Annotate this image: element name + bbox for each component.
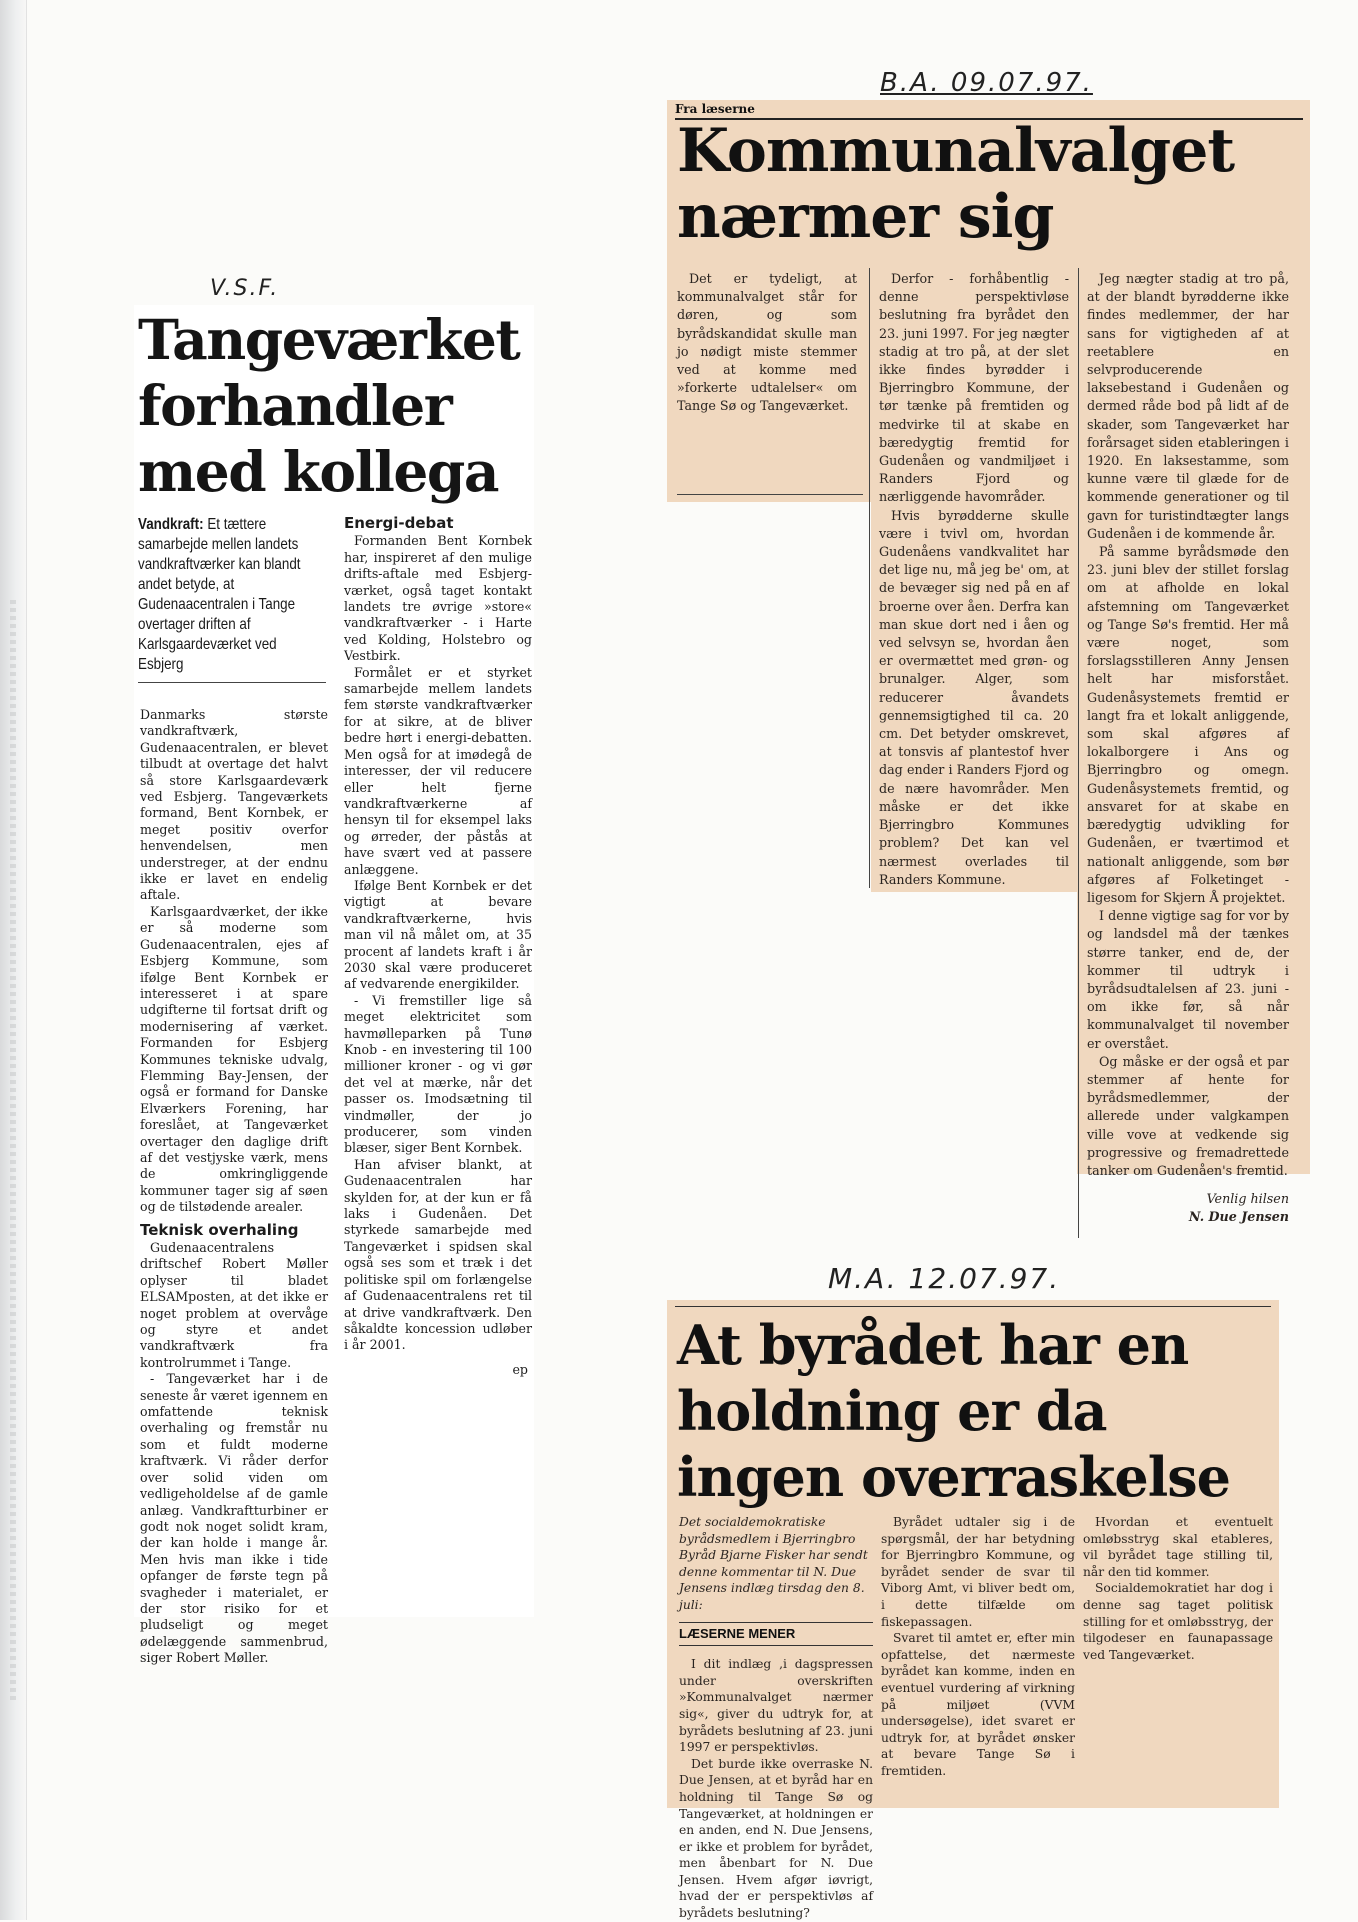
author: N. Due Jensen <box>1188 1209 1289 1225</box>
headline: At byrådet har en holdning er da ingen overraskelse <box>677 1313 1231 1509</box>
paragraph: Det burde ikke overraske N. Due Jensen, at et byråd har en holdning til Tange Sø og Tangeværket, at holdningen er en anden, end N. Due Jensens, er ikke et problem for byrådet, men åbenbart for N. Due Jensen. Hvem afgør iøvrigt, hvad der er perspektivløs af byrådets beslutning? <box>679 1756 873 1921</box>
reply-column-1 <box>679 1514 873 1922</box>
paragraph: I dit indlæg ,i dagspressen under overskriften »Kommunalvalget nærmer sig«, giver du udtryk for, at byrådets beslutning af 23. juni 1997 er perspektivløs. <box>679 1657 873 1755</box>
byline: ep <box>512 1361 528 1377</box>
letter-column-1 <box>677 270 857 416</box>
paragraph: Socialdemokratiet har dog i denne sag taget politisk stilling for et omløbsstryg, der tilgodeser en faunapassage ved Tangeværket. <box>1083 1581 1273 1662</box>
letter-column-2 <box>879 270 1069 889</box>
column-divider <box>869 268 870 888</box>
section-label: LÆSERNE MENER <box>679 1622 873 1647</box>
paragraph: Ifølge Bent Kornbek er det vigtigt at bevare vandkraftværkerne, hvis man vil nå målet om, at 35 procent af landets kraft i år 2030 skal være produceret af vedvarende energikilder. <box>344 877 532 992</box>
headline: Kommunalvalget nærmer sig <box>677 116 1235 252</box>
paragraph: Og måske er der også et par stemmer af hente for byrådsmedlemmer, der allerede under valgkampen ville vove at vedkende sig progressive og fremadrettede tanker om Gudenåen's fremtid. <box>1087 1053 1289 1178</box>
column-end-rule <box>677 494 863 495</box>
binder-holes <box>10 600 16 1700</box>
headline: Tangeværket forhandler med kollega <box>138 307 520 504</box>
lead-divider <box>138 682 326 683</box>
section-label: Fra læserne <box>675 102 755 116</box>
paragraph: Danmarks største vandkraftværk, Gudenaacentralen, er blevet tilbudt at overtage det halvt så store Karlsgaardeværk ved Esbjerg. Tangeværkets formand, Bent Kornbek, er meget positiv overfor henvendelsen, men understreger, at der endnu ikke er lavet en endelig aftale. <box>140 707 328 903</box>
paragraph: Det er tydeligt, at kommunalvalget står for døren, og som byrådskandidat skulle man jo nødigt miste stemmer ved at komme med »forkerte udtalelser« om Tange Sø og Tangeværket. <box>677 271 857 414</box>
lead-label: Vandkraft: <box>138 516 204 533</box>
album-page-edge <box>0 0 27 1920</box>
lead-text: Et tættere samarbejde mellen landets vandkraftværker kan blandt andet betyde, at Gudenaacentralen i Tange overtager driften af Karlsgaardeværket ved Esbjerg <box>138 516 301 673</box>
subheading: Energi-debat <box>344 514 454 532</box>
paragraph: Derfor - forhåbentlig - denne perspektivløse beslutning fra byrådet den 23. juni 1997. For jeg nægter stadig at tro på, at der slet ikke findes byrødder i Bjerringbro Kommune, der tør tænke på fremtiden og medvirke til at skabe en bæredygtig fremtid for Gudenåen og vandmiljøet i Randers Fjord og nærliggende havområder. <box>879 271 1069 505</box>
paragraph: På samme byrådsmøde den 23. juni blev der stillet forslag om at afholde en lokal afstemning om Tangeværket og Tange Sø's fremtid. Her må være noget, som forslagsstilleren Anny Jensen helt har misforstået. Gudenåsystemets fremtid er langt fra et lokalt anliggende, som skal afgøres af lokalborgere i Ans og Bjerringbro og omegn. Gudenåsystemets fremtid, og ansvaret for at skabe en bæredygtig udvikling for Gudenåen, er tværtimod et nationalt anliggende, som bør afgøres af Folketinget - ligesom for Skjern Å projektet. <box>1087 544 1289 905</box>
greeting: Venlig hilsen <box>1206 1191 1289 1207</box>
top-rule <box>675 1306 1271 1307</box>
article-column-2 <box>344 515 532 1378</box>
paragraph: Svaret til amtet er, efter min opfattelse, det nærmeste byrådet kan komme, inden en eventuel vurdering af virkning på miljøet (VVM undersøgelse), idet svaret er udtryk for, at byrådet ønsker at bevare Tange Sø i fremtiden. <box>881 1631 1075 1778</box>
intro: Det socialdemokratiske byrådsmedlem i Bjerringbro Byråd Bjarne Fisker har sendt denne kommentar til N. Due Jensens indlæg tirsdag den 8. juli: <box>679 1515 868 1612</box>
annotation-ba-date: B.A. 09.07.97. <box>880 68 1093 98</box>
subheading: Teknisk overhaling <box>140 1220 299 1239</box>
clipping-byraadet <box>667 1300 1279 1921</box>
paragraph: Hvis byrødderne skulle være i tvivl om, hvordan Gudenåens vandkvalitet har det lige nu, må jeg be' om, at de bevæger sig ned på en af broerne over åen. Derfra kan man skue dort ned i åen og ved selvsyn se, hvordan åen er overmættet med grøn- og brunalger. Alger, som reducerer åvandets gennemsigtighed til ca. 20 cm. Det betyder omskrevet, at tonsvis af plantestof hver dag ender i Randers Fjord og de nære havområder. Men måske er det ikke Bjerringbro Kommunes problem? Det kan vel nærmest overlades til Randers Kommune. <box>879 507 1069 887</box>
lead-paragraph <box>138 515 303 675</box>
clipping-kommunalvalget <box>667 100 1310 1225</box>
clipping-tangevaerket <box>134 305 534 1666</box>
column-divider <box>1078 268 1079 1238</box>
paragraph: Karlsgaardværket, der ikke er så moderne som Gudenaacentralen, ejes af Esbjerg Kommune, som ifølge Bent Kornbek er interesseret i at spare udgifterne til fortsat drift og modernisering af værket. Formanden for Esbjerg Kommunes tekniske udvalg, Flemming Bay-Jensen, der også er formand for Danske Elværkers Forening, har foreslået, at Tangeværket overtager den daglige drift af det vestjyske værk, mens de omkringliggende kommuner tager sig af søen og de tilstødende arealer. <box>140 903 328 1215</box>
reply-column-2 <box>881 1514 1075 1780</box>
letter-column-3 <box>1087 270 1289 1227</box>
article-column-1 <box>140 707 328 1667</box>
paragraph: Formålet er et styrket samarbejde mellem landets fem største vandkraftværker for at sikre, at de bliver bedre hørt i energi-debatten. Men også for at imødegå de interesser, der vil reducere eller helt fjerne vandkraftværkerne af hensyn til for eksempel laks og ørreder, der påstås at have svært ved at passere anlæggene. <box>344 664 532 877</box>
paragraph: - Tangeværket har i de seneste år været igennem en omfattende teknisk overhaling og fremstår nu som et fuldt moderne kraftværk. Vi råder derfor over solid viden om vedligeholdelse af de gamle anlæg. Vandkraftturbiner er godt nok noget solidt kram, der kan holde i mange år. Men hvis man ikke i tide opfanger de første tegn på svagheder i materialet, er der stor risiko for et pludseligt og meget ødelæggende sammenbrud, siger Robert Møller. <box>140 1371 328 1666</box>
clipping-cutout <box>667 502 871 1174</box>
paragraph: Jeg nægter stadig at tro på, at der blandt byrødderne ikke findes medlemmer, der har sans for vigtigheden af at reetablere en selvproducerende laksebestand i Gudenåen og dermed råde bod på lidt af de skader, som Tangeværket har forårsaget siden etableringen i 1920. En laksestamme, som kunne være til glæde for de kommende generationer og til gavn for turistindtægter langs Gudenåen i de kommende år. <box>1087 271 1289 541</box>
reply-column-3 <box>1083 1514 1273 1663</box>
paragraph: Gudenaacentralens driftschef Robert Møller oplyser til bladet ELSAMposten, at det ikke er noget problem at overvåge og styre et andet vandkraftværk fra kontrolrummet i Tange. <box>140 1240 328 1370</box>
annotation-ma-date: M.A. 12.07.97. <box>828 1262 1061 1295</box>
paragraph: Formanden Bent Kornbek har, inspireret af den mulige drifts-aftale med Esbjerg-værket, også taget kontakt landets tre øvrige »store« vandkraftværker - i Harte ved Kolding, Holstebro og Vestbirk. <box>344 533 532 664</box>
paragraph: Hvordan et eventuelt omløbsstryg skal etableres, vil byrådet tage stilling til, når den tid kommer. <box>1083 1515 1273 1579</box>
paragraph: Han afviser blankt, at Gudenaacentralen har skylden for, at der kun er få laks i Gudenåen. Det styrkede samarbejde med Tangeværket i spidsen skal også ses som et træk i det politiske spil om forlængelse af Gudenaacentralens ret til at drive vandkraftværk. Den såkaldte koncession udløber i år 2001. <box>344 1156 532 1353</box>
clipping-cutout <box>871 892 1077 1174</box>
paragraph: I denne vigtige sag for vor by og landsdel må der tænkes større tanker, end de, der kommer til udtryk i byrådsudtalelsen af 23. juni - om ikke før, så når kommunalvalget til november er overstået. <box>1087 908 1289 1051</box>
annotation-vsf: V.S.F. <box>210 276 280 301</box>
paragraph: Byrådet udtaler sig i de spørgsmål, der har betydning for Bjerringbro Kommune, og byrådet sender de svar til Viborg Amt, vi bliver bedt om, i dette tilfælde om fiskepassagen. <box>881 1515 1075 1629</box>
paragraph: - Vi fremstiller lige så meget elektricitet som havmølleparken på Tunø Knob - en investering til 100 millioner kroner - og vi gør det vel at mærke, når det passer os. Imodsætning til vindmøller, der jo producerer, som vinden blæser, siger Bent Kornbek. <box>344 992 532 1156</box>
